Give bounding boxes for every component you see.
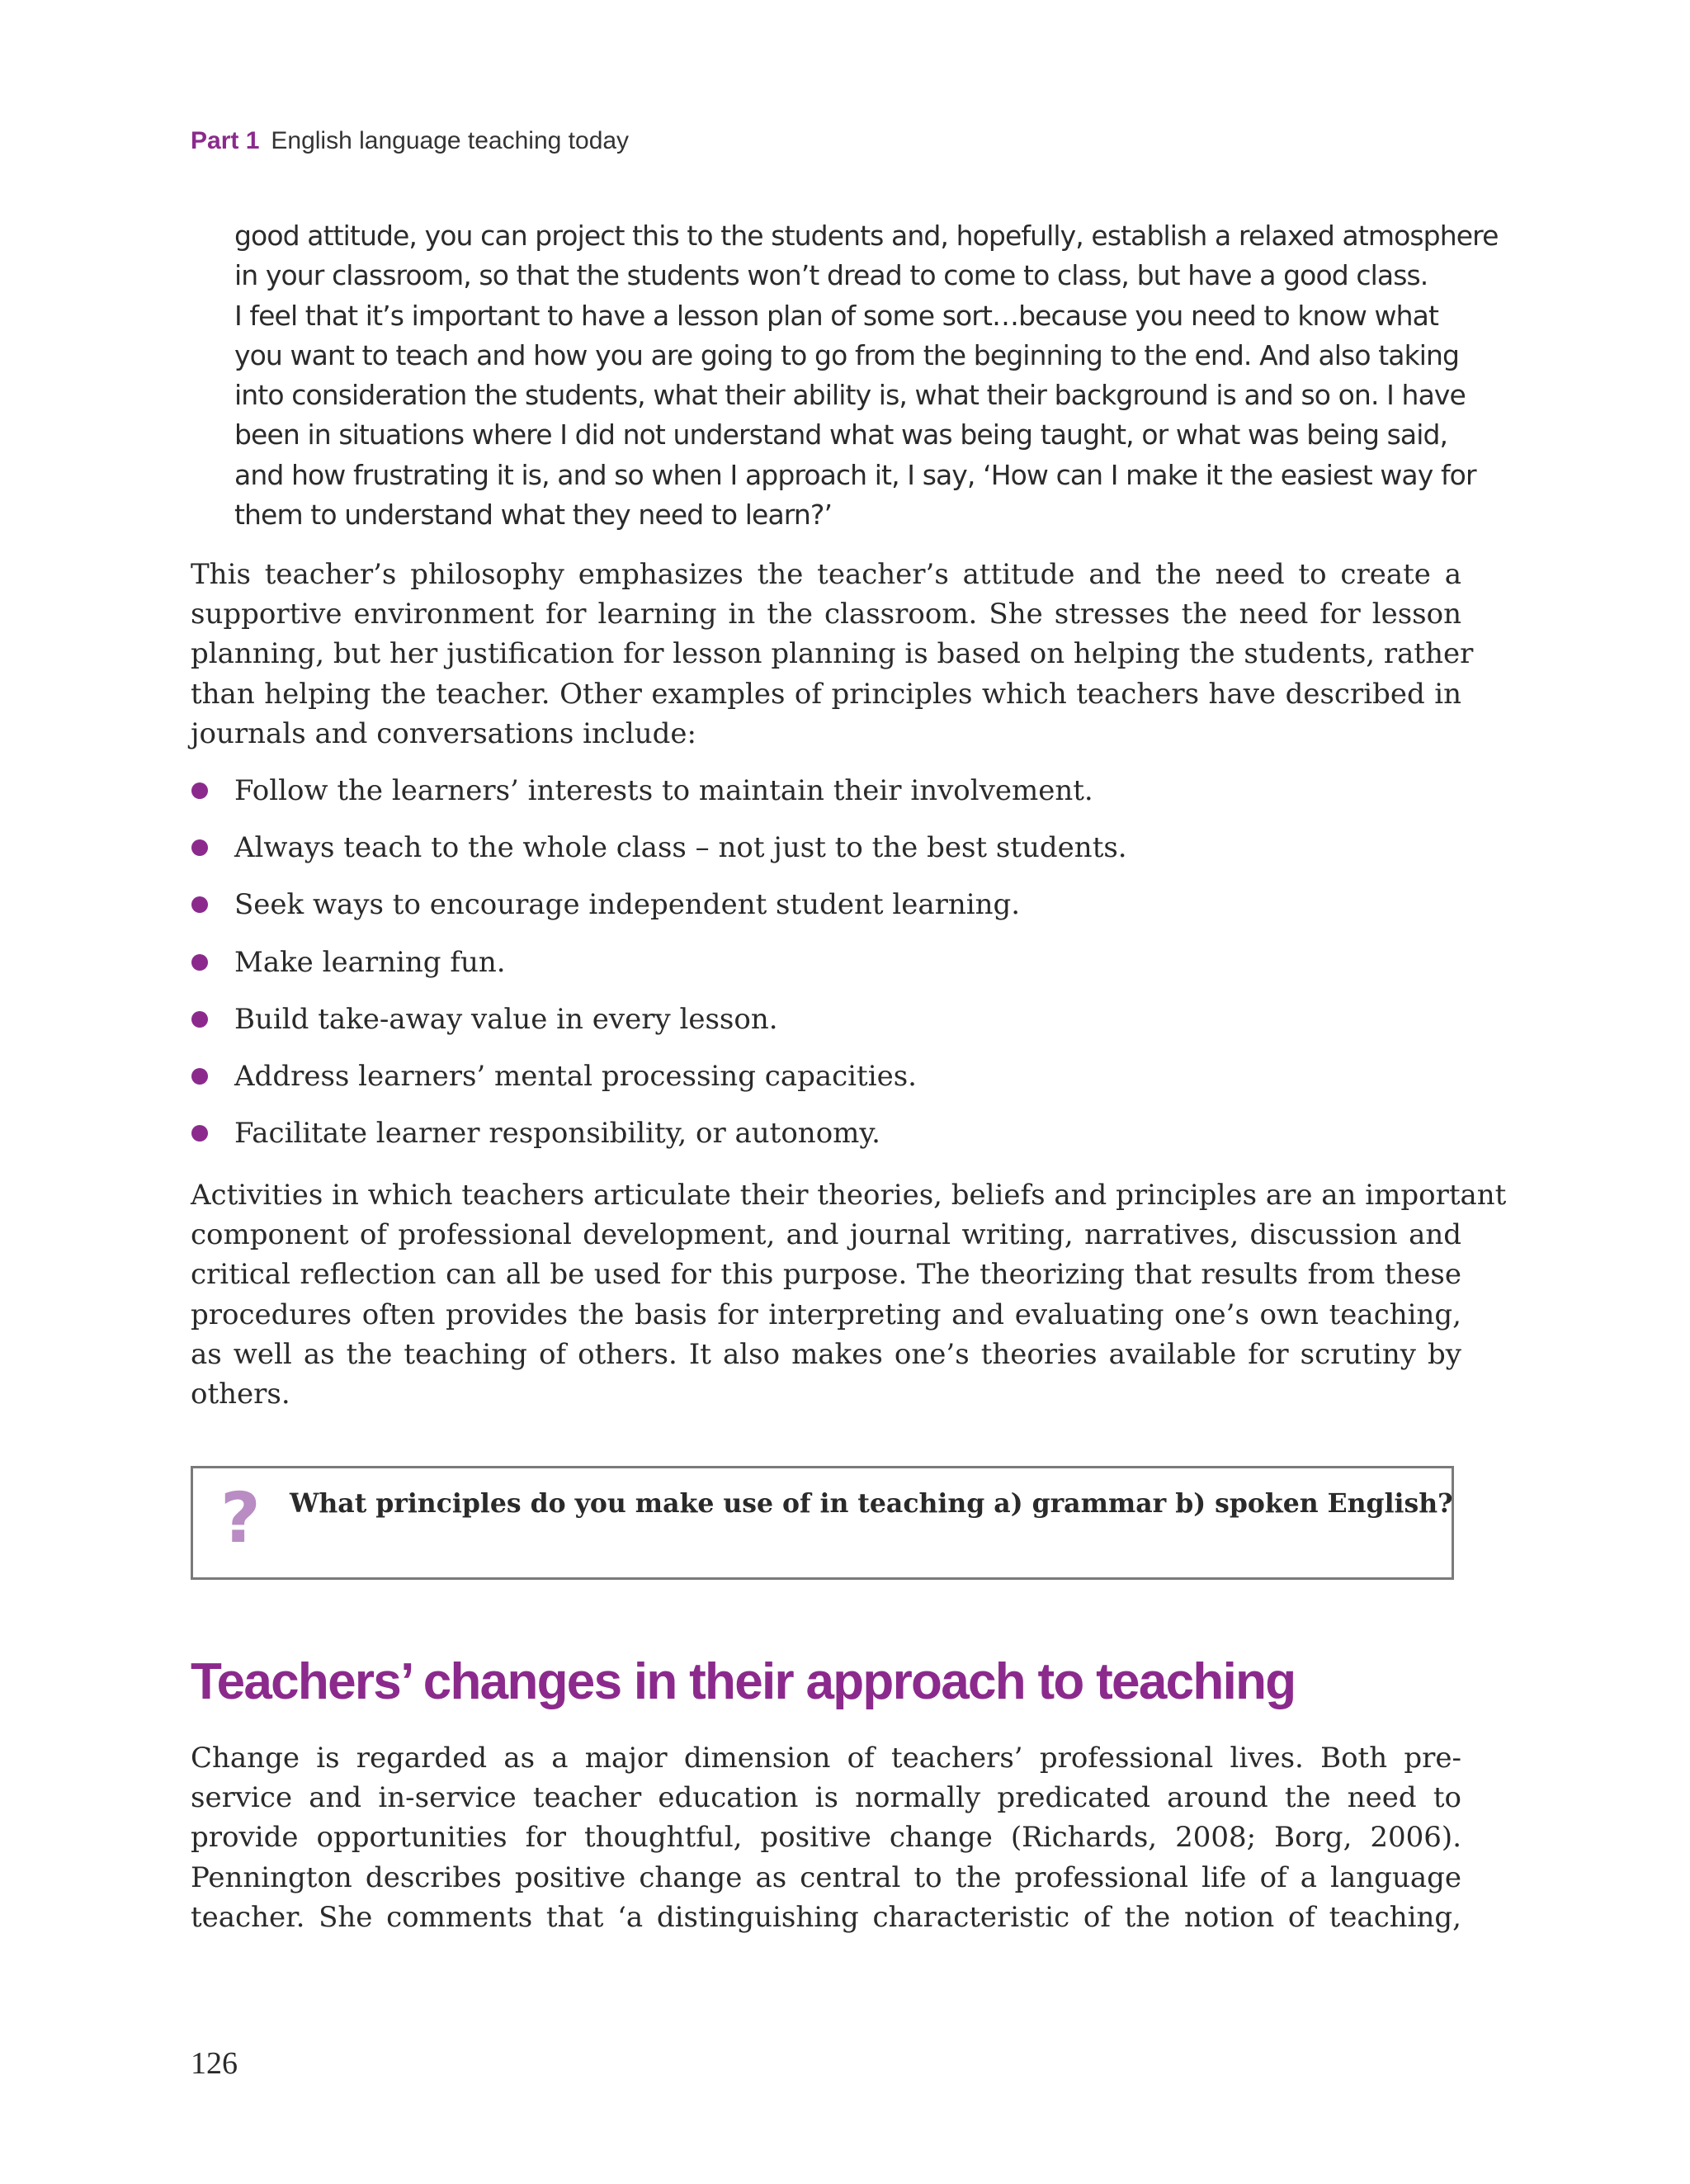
paragraph-line: journals and conversations include: — [191, 716, 696, 750]
list-item — [191, 1000, 1127, 1057]
list-item-text: Facilitate learner responsibility, or autonomy. — [234, 1117, 880, 1151]
section-heading: Teachers’ changes in their approach to teaching — [191, 1653, 1296, 1710]
paragraph-line: others. — [191, 1378, 290, 1411]
bullet-icon — [191, 1125, 208, 1142]
reflection-question-box — [191, 1466, 1454, 1580]
bullet-icon — [191, 1011, 208, 1028]
bullet-icon — [191, 954, 208, 971]
page-number: 126 — [191, 2046, 238, 2081]
list-item-text: Follow the learners’ interests to maintain their involvement. — [234, 774, 1093, 807]
list-item — [191, 771, 1127, 828]
list-item — [191, 1113, 1127, 1170]
list-item-text: Make learning fun. — [234, 945, 506, 979]
quote-line: into consideration the students, what their ability is, what their background is and so on. I have — [234, 379, 1466, 412]
bullet-icon — [191, 782, 208, 799]
teacher-quote — [234, 216, 1499, 535]
paragraph-teacher-philosophy — [191, 555, 1474, 754]
question-mark-icon: ? — [220, 1477, 261, 1558]
list-item — [191, 943, 1127, 1000]
list-item — [191, 828, 1127, 885]
paragraph-line: planning, but her justification for lesson planning is based on helping the students, rather — [191, 637, 1474, 671]
paragraph-line: critical reflection can all be used for this purpose. The theorizing that results from these — [191, 1258, 1461, 1292]
principles-list — [191, 771, 1127, 1170]
paragraph-line: Pennington describes positive change as central to the professional life of a language — [191, 1860, 1461, 1894]
list-item — [191, 1057, 1127, 1113]
quote-line: I feel that it’s important to have a lesson plan of some sort…because you need to know what — [234, 299, 1438, 332]
paragraph-activities — [191, 1175, 1507, 1414]
list-item-text: Always teach to the whole class – not just to the best students. — [234, 831, 1127, 865]
part-label: Part 1 — [191, 127, 260, 154]
quote-line: and how frustrating it is, and so when I approach it, I say, ‘How can I make it the easiest way for — [234, 458, 1476, 491]
list-item — [191, 885, 1127, 942]
reflection-question-text: What principles do you make use of in teaching a) grammar b) spoken English? — [290, 1488, 1453, 1519]
paragraph-line: teacher. She comments that ‘a distinguishing characteristic of the notion of teaching, — [191, 1900, 1461, 1934]
quote-line: in your classroom, so that the students won’t dread to come to class, but have a good class. — [234, 259, 1428, 292]
list-item-text: Build take-away value in every lesson. — [234, 1002, 778, 1036]
bullet-icon — [191, 896, 208, 913]
paragraph-line: provide opportunities for thoughtful, positive change (Richards, 2008; Borg, 2006). — [191, 1821, 1461, 1855]
paragraph-line: Change is regarded as a major dimension of teachers’ professional lives. Both pre- — [191, 1742, 1461, 1775]
paragraph-change — [191, 1738, 1461, 1937]
quote-line: you want to teach and how you are going to go from the beginning to the end. And also taking — [234, 338, 1460, 371]
running-header-title: English language teaching today — [271, 127, 630, 154]
list-item-text: Seek ways to encourage independent student learning. — [234, 888, 1021, 922]
paragraph-line: This teacher’s philosophy emphasizes the teacher’s attitude and the need to create a — [191, 558, 1461, 591]
paragraph-line: as well as the teaching of others. It also makes one’s theories available for scrutiny by — [191, 1337, 1461, 1371]
quote-line: good attitude, you can project this to the students and, hopefully, establish a relaxed atmosphere — [234, 220, 1499, 252]
quote-line: been in situations where I did not understand what was being taught, or what was being said, — [234, 418, 1448, 451]
paragraph-line: than helping the teacher. Other examples of principles which teachers have described in — [191, 677, 1461, 711]
quote-line: them to understand what they need to learn?’ — [234, 499, 833, 532]
running-header — [191, 127, 629, 155]
paragraph-line: component of professional development, and journal writing, narratives, discussion and — [191, 1218, 1461, 1252]
bullet-icon — [191, 839, 208, 856]
paragraph-line: supportive environment for learning in the classroom. She stresses the need for lesson — [191, 598, 1461, 631]
paragraph-line: service and in-service teacher education is normally predicated around the need to — [191, 1781, 1461, 1815]
bullet-icon — [191, 1068, 208, 1085]
list-item-text: Address learners’ mental processing capacities. — [234, 1059, 917, 1093]
paragraph-line: Activities in which teachers articulate their theories, beliefs and principles are an important — [191, 1179, 1507, 1212]
paragraph-line: procedures often provides the basis for interpreting and evaluating one’s own teaching, — [191, 1298, 1461, 1331]
